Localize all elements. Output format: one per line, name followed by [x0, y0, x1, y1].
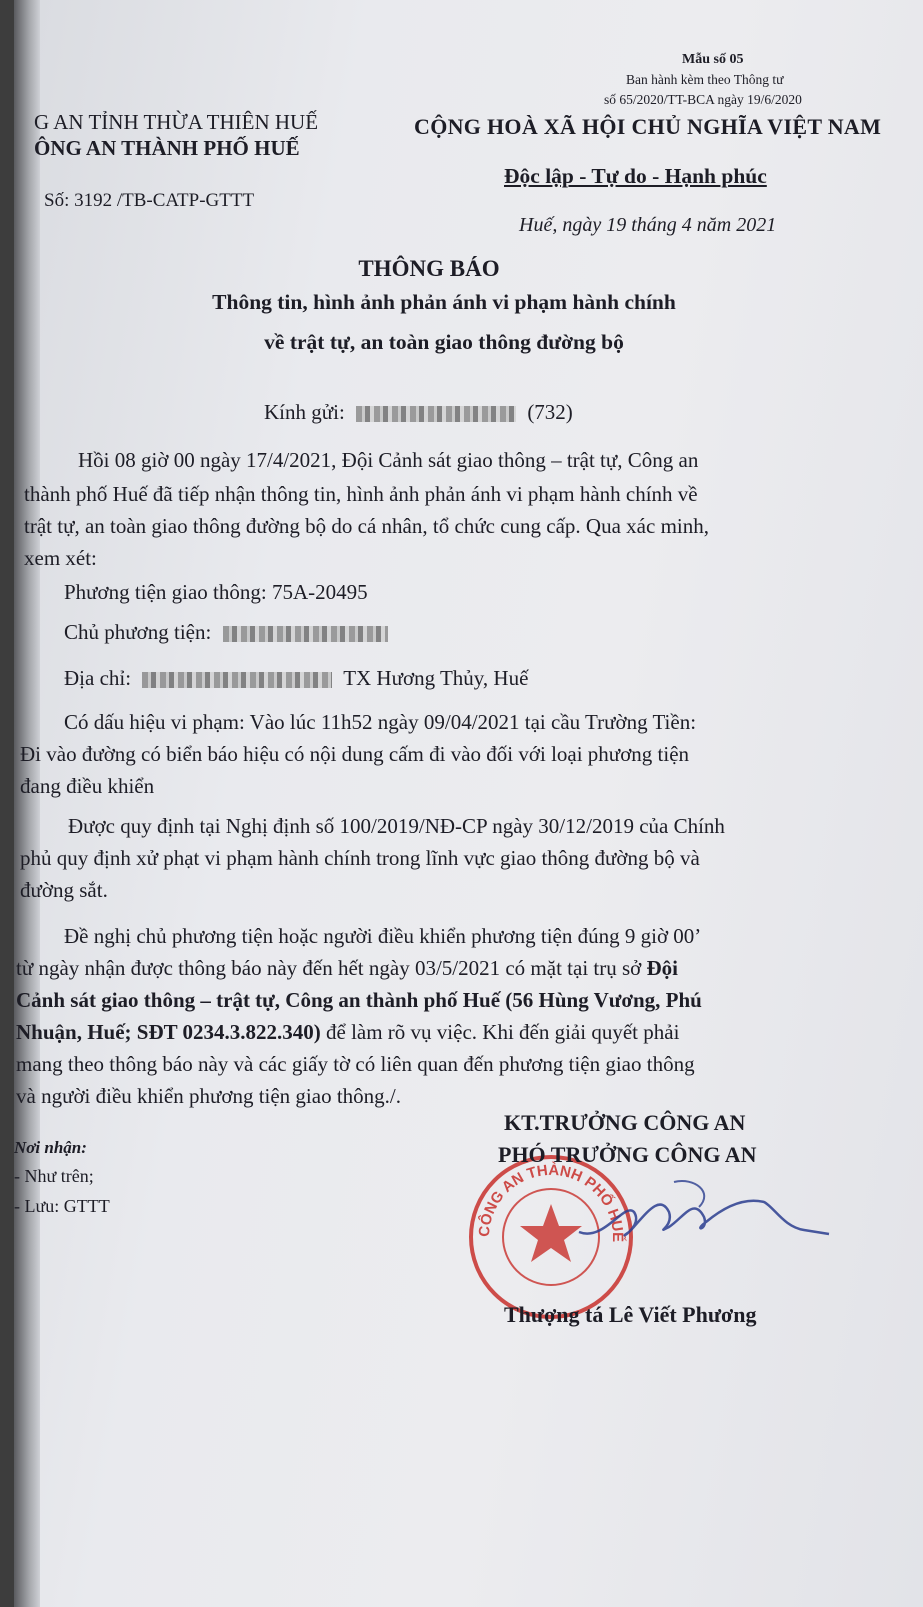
- intro-line-3: trật tự, an toàn giao thông đường bộ do cá nhân, tổ chức cung cấp. Qua xác minh,: [24, 514, 709, 538]
- document-number-label: Số:: [44, 190, 70, 211]
- document-page: [14, 0, 923, 1607]
- owner-line: [64, 616, 394, 648]
- form-issued-line: Ban hành kèm theo Thông tư: [626, 72, 784, 87]
- greeting-label: Kính gửi:: [264, 400, 345, 424]
- vehicle-line: [64, 576, 368, 608]
- request-line-2-text: từ ngày nhận được thông báo này đến hết ngày 03/5/2021 có mặt tại trụ sở: [16, 956, 642, 980]
- national-motto: Độc lập - Tự do - Hạnh phúc: [504, 164, 767, 188]
- greeting-line: [264, 396, 573, 428]
- binding-edge: [14, 0, 40, 1607]
- recipient-item-1: - Như trên;: [14, 1166, 94, 1186]
- request-line-5: mang theo thông báo này và các giấy tờ có liên quan đến phương tiện giao thông: [16, 1052, 695, 1076]
- address-line: [64, 662, 528, 694]
- request-line-6: và người điều khiển phương tiện giao thông./.: [16, 1084, 402, 1108]
- signer-name: Thượng tá Lê Viết Phương: [504, 1302, 757, 1327]
- request-line-4-bold: Nhuận, Huế; SĐT 0234.3.822.340): [16, 1020, 321, 1044]
- violation-line-2: Đi vào đường có biển báo hiệu có nội dung cấm đi vào đối với loại phương tiện: [20, 742, 690, 766]
- parent-agency: G AN TỈNH THỪA THIÊN HUẾ: [34, 110, 319, 134]
- intro-line-4: xem xét:: [24, 546, 97, 570]
- request-line-3: Cảnh sát giao thông – trật tự, Công an thành phố Huế (56 Hùng Vương, Phú: [16, 988, 702, 1012]
- redacted-recipient: [356, 406, 516, 422]
- stamp-text: CÔNG AN THÀNH PHỐ HUẾ: [475, 1161, 627, 1243]
- signature-title-line-2: PHÓ TRƯỞNG CÔNG AN: [498, 1142, 757, 1167]
- document-title: THÔNG BÁO: [358, 256, 500, 281]
- request-line-1: Đề nghị chủ phương tiện hoặc người điều khiển phương tiện đúng 9 giờ 00’: [64, 924, 702, 948]
- request-line-2-bold: Đội: [646, 956, 679, 980]
- form-number: Mẫu số 05: [682, 52, 744, 67]
- violation-line-3: đang điều khiển: [20, 774, 155, 798]
- document-number-value: 3192 /TB-CATP-GTTT: [74, 190, 255, 211]
- decree-line-3: đường sắt.: [20, 878, 108, 902]
- issuing-agency: ÔNG AN THÀNH PHỐ HUẾ: [34, 136, 300, 160]
- document-subtitle-line2: về trật tự, an toàn giao thông đường bộ: [264, 330, 624, 354]
- violation-line-1: Có dấu hiệu vi phạm: Vào lúc 11h52 ngày 09/04/2021 tại cầu Trường Tiền:: [64, 710, 697, 734]
- redacted-address: [142, 672, 332, 688]
- decree-line-1: Được quy định tại Nghị định số 100/2019/NĐ-CP ngày 30/12/2019 của Chính: [68, 814, 725, 838]
- recipient-item-2: - Lưu: GTTT: [14, 1196, 110, 1216]
- place-and-date: Huế, ngày 19 tháng 4 năm 2021: [519, 214, 777, 236]
- request-line-4: [16, 1016, 679, 1048]
- decree-line-2: phủ quy định xử phạt vi phạm hành chính trong lĩnh vực giao thông đường bộ và: [20, 846, 700, 870]
- recipients-heading: Nơi nhận:: [14, 1138, 87, 1157]
- handwritten-signature: [574, 1172, 834, 1262]
- signature-title-line-1: KT.TRƯỞNG CÔNG AN: [504, 1110, 746, 1135]
- redacted-owner: [223, 626, 388, 642]
- intro-line-1: Hồi 08 giờ 00 ngày 17/4/2021, Đội Cảnh sát giao thông – trật tự, Công an: [78, 448, 699, 472]
- request-line-4-text: để làm rõ vụ việc. Khi đến giải quyết phải: [326, 1020, 680, 1044]
- address-visible: TX Hương Thủy, Huế: [343, 666, 529, 690]
- nation-heading: CỘNG HOÀ XÃ HỘI CHỦ NGHĨA VIỆT NAM: [414, 114, 882, 139]
- vehicle-plate: 75A-20495: [271, 580, 368, 604]
- request-line-2: [16, 952, 678, 984]
- owner-label: Chủ phương tiện:: [64, 620, 212, 644]
- address-label: Địa chỉ:: [64, 666, 132, 690]
- form-circular-line: số 65/2020/TT-BCA ngày 19/6/2020: [604, 92, 802, 107]
- vehicle-label: Phương tiện giao thông:: [64, 580, 267, 604]
- document-subtitle-line1: Thông tin, hình ảnh phản ánh vi phạm hành chính: [212, 290, 676, 314]
- recipient-code: (732): [527, 400, 573, 424]
- intro-line-2: thành phố Huế đã tiếp nhận thông tin, hình ảnh phản ánh vi phạm hành chính về: [24, 482, 698, 506]
- document-number: [44, 190, 254, 212]
